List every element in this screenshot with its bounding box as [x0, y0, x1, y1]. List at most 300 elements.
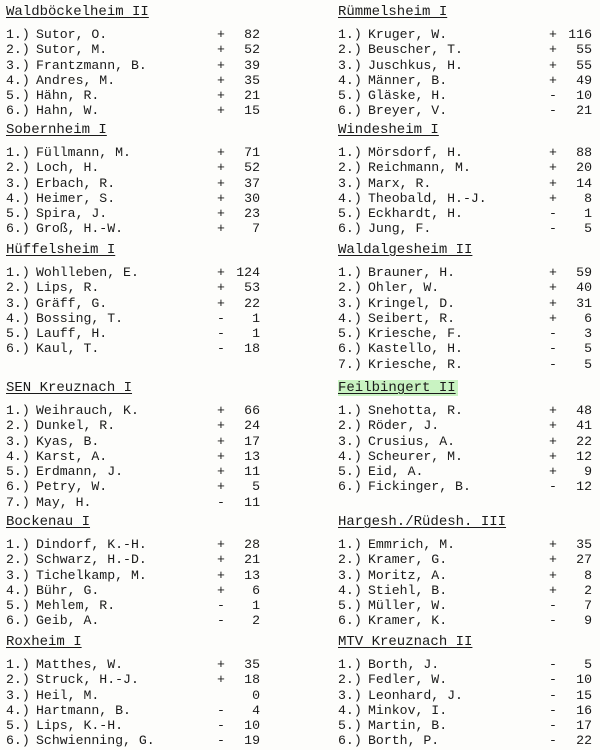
player-name: Ohler, W. [368, 280, 440, 296]
score-sign: + [217, 552, 225, 568]
player-score: 22 [244, 295, 260, 311]
player-row [338, 657, 592, 672]
player-row [6, 657, 260, 672]
player-score: 41 [576, 418, 592, 434]
team-name: MTV Kreuznach II [338, 634, 473, 650]
player-score: 22 [576, 433, 592, 449]
player-rank: 4.) [338, 190, 362, 206]
player-name: Frantzmann, B. [36, 57, 147, 73]
player-row [6, 326, 260, 341]
score-sign: + [549, 265, 557, 280]
team-block-hargesh-ruedesh-iii [338, 512, 592, 629]
player-rank: 5.) [6, 598, 30, 614]
score-sign: + [217, 103, 225, 119]
player-name: Schwarz, H.-D. [36, 552, 147, 568]
team-name: Waldalgesheim II [338, 242, 473, 258]
team-block-sobernheim-i [6, 120, 260, 237]
player-score: 8 [584, 190, 592, 206]
player-rank: 6.) [338, 733, 362, 749]
player-rank: 1.) [338, 403, 362, 418]
player-list [6, 537, 260, 629]
player-list [338, 403, 592, 495]
score-sign: + [549, 567, 557, 583]
player-rank: 4.) [338, 448, 362, 464]
player-row [338, 326, 592, 341]
player-rank: 3.) [338, 567, 362, 583]
player-name: Theobald, H.-J. [368, 190, 487, 206]
player-score: 18 [244, 341, 260, 357]
player-name: Sutor, M. [36, 42, 108, 58]
player-score: 13 [244, 567, 260, 583]
player-name: Groß, H.-W. [36, 221, 124, 237]
player-score: 49 [576, 72, 592, 88]
player-row [6, 103, 260, 118]
player-name: Kastello, H. [368, 341, 463, 357]
score-sign: + [549, 190, 557, 206]
player-row [6, 403, 260, 418]
score-sign: - [549, 672, 557, 688]
player-score: 0 [252, 687, 260, 703]
player-row [338, 449, 592, 464]
player-name: Matthes, W. [36, 657, 124, 672]
player-score: 21 [244, 552, 260, 568]
team-name: Hargesh./Rüdesh. III [338, 514, 507, 530]
player-name: Eid, A. [368, 464, 424, 480]
player-name: Dindorf, K.-H. [36, 537, 147, 552]
player-row [338, 103, 592, 118]
player-row [6, 537, 260, 552]
player-score: 19 [244, 733, 260, 749]
player-rank: 6.) [6, 613, 30, 629]
player-rank: 2.) [338, 280, 362, 296]
score-sign: + [549, 537, 557, 552]
player-row [6, 341, 260, 356]
score-sign: - [549, 613, 557, 629]
score-sign: - [217, 310, 225, 326]
player-name: Hartmann, B. [36, 702, 131, 718]
score-sign: - [549, 733, 557, 749]
player-row [6, 280, 260, 295]
player-score: 5 [584, 356, 592, 372]
player-name: Beuscher, T. [368, 42, 463, 58]
player-rank: 2.) [338, 160, 362, 176]
player-score: 30 [244, 190, 260, 206]
player-name: Bossing, T. [36, 310, 124, 326]
player-rank: 3.) [6, 567, 30, 583]
player-row [6, 88, 260, 103]
player-score: 35 [244, 72, 260, 88]
player-list [6, 403, 260, 510]
player-rank: 6.) [338, 221, 362, 237]
team-block-mtv-kreuznach-ii [338, 632, 592, 749]
score-sign: - [217, 718, 225, 734]
player-rank: 6.) [6, 103, 30, 119]
player-rank: 6.) [338, 103, 362, 119]
score-sign: - [217, 733, 225, 749]
team-name: Hüffelsheim I [6, 242, 116, 258]
player-row [338, 418, 592, 433]
score-sign: + [217, 672, 225, 688]
score-sign: + [217, 145, 225, 160]
player-rank: 5.) [6, 88, 30, 104]
player-row [338, 88, 592, 103]
player-name: Lips, K.-H. [36, 718, 124, 734]
player-rank: 4.) [6, 582, 30, 598]
player-score: 22 [576, 733, 592, 749]
score-sign: - [549, 206, 557, 222]
team-name: Sobernheim I [6, 122, 107, 138]
player-score: 55 [576, 57, 592, 73]
team-name: Rümmelsheim I [338, 4, 448, 20]
player-name: Andres, M. [36, 72, 116, 88]
player-row [6, 58, 260, 73]
player-name: Lauff, H. [36, 326, 108, 342]
player-score: 55 [576, 42, 592, 58]
player-rank: 5.) [6, 206, 30, 222]
score-sign: + [217, 433, 225, 449]
player-name: Moritz, A. [368, 567, 448, 583]
player-rank: 6.) [6, 733, 30, 749]
player-score: 66 [244, 403, 260, 418]
player-row [6, 160, 260, 175]
player-rank: 7.) [6, 494, 30, 510]
player-rank: 7.) [338, 356, 362, 372]
player-rank: 2.) [6, 280, 30, 296]
player-rank: 6.) [6, 479, 30, 495]
team-block-ruemmelsheim-i [338, 2, 592, 119]
player-row [6, 221, 260, 236]
score-sign: + [217, 537, 225, 552]
score-sign: + [217, 88, 225, 104]
player-row [6, 206, 260, 221]
score-sign: + [549, 418, 557, 434]
player-name: Stiehl, B. [368, 582, 448, 598]
player-score: 40 [576, 280, 592, 296]
player-rank: 3.) [338, 295, 362, 311]
score-sign: + [217, 582, 225, 598]
player-list [338, 537, 592, 629]
player-name: Leonhard, J. [368, 687, 463, 703]
player-score: 1 [252, 326, 260, 342]
player-row [6, 176, 260, 191]
player-name: Gläske, H. [368, 88, 448, 104]
player-name: Füllmann, M. [36, 145, 131, 160]
player-score: 28 [244, 537, 260, 552]
score-sign: + [549, 160, 557, 176]
score-sign: - [549, 702, 557, 718]
score-sign: + [217, 265, 225, 280]
player-row [6, 145, 260, 160]
player-name: Erbach, R. [36, 175, 116, 191]
player-rank: 5.) [6, 718, 30, 734]
player-name: Borth, P. [368, 733, 440, 749]
score-sign: + [217, 175, 225, 191]
player-row [338, 403, 592, 418]
player-score: 2 [584, 582, 592, 598]
player-row [338, 280, 592, 295]
player-score: 3 [584, 326, 592, 342]
player-list [338, 657, 592, 749]
score-sign: + [217, 160, 225, 176]
player-name: Petry, W. [36, 479, 108, 495]
player-rank: 5.) [338, 326, 362, 342]
player-rank: 6.) [6, 341, 30, 357]
player-score: 5 [584, 221, 592, 237]
player-score: 59 [576, 265, 592, 280]
player-name: Sutor, O. [36, 27, 108, 42]
player-score: 8 [584, 567, 592, 583]
player-score: 2 [252, 613, 260, 629]
player-score: 18 [244, 672, 260, 688]
player-row [338, 434, 592, 449]
player-rank: 4.) [6, 190, 30, 206]
player-rank: 1.) [338, 537, 362, 552]
team-block-roxheim-i [6, 632, 260, 749]
player-rank: 3.) [338, 687, 362, 703]
player-name: Fickinger, B. [368, 479, 471, 495]
player-score: 9 [584, 613, 592, 629]
team-name: Bockenau I [6, 514, 91, 530]
player-row [6, 495, 260, 510]
player-row [338, 688, 592, 703]
score-sign: + [217, 295, 225, 311]
player-row [6, 464, 260, 479]
score-sign: + [549, 27, 557, 42]
player-score: 116 [568, 27, 592, 42]
player-rank: 4.) [338, 582, 362, 598]
player-list [6, 145, 260, 237]
player-name: Geib, A. [36, 613, 100, 629]
player-rank: 5.) [338, 464, 362, 480]
player-name: Jung, F. [368, 221, 432, 237]
score-sign: + [217, 72, 225, 88]
player-name: Scheurer, M. [368, 448, 463, 464]
player-rank: 6.) [338, 341, 362, 357]
team-block-hueffelsheim-i [6, 240, 260, 357]
player-row [338, 160, 592, 175]
team-block-feilbingert-ii [338, 378, 592, 495]
score-sign: + [217, 464, 225, 480]
player-score: 13 [244, 448, 260, 464]
player-rank: 5.) [338, 718, 362, 734]
player-row [6, 296, 260, 311]
player-name: Breyer, V. [368, 103, 448, 119]
player-rank: 6.) [6, 221, 30, 237]
player-row [338, 221, 592, 236]
team-block-waldalgesheim-ii [338, 240, 592, 372]
player-rank: 2.) [338, 552, 362, 568]
player-row [338, 357, 592, 372]
player-name: Männer, B. [368, 72, 448, 88]
player-score: 1 [252, 310, 260, 326]
player-row [338, 703, 592, 718]
player-rank: 4.) [338, 702, 362, 718]
player-score: 23 [244, 206, 260, 222]
player-score: 27 [576, 552, 592, 568]
player-name: Bühr, G. [36, 582, 100, 598]
score-sign: + [549, 582, 557, 598]
score-sign: + [549, 310, 557, 326]
player-name: Kyas, B. [36, 433, 100, 449]
player-list [6, 265, 260, 357]
score-sign: - [549, 88, 557, 104]
player-name: Emmrich, M. [368, 537, 456, 552]
score-sign: - [217, 613, 225, 629]
player-rank: 2.) [338, 418, 362, 434]
player-row [338, 296, 592, 311]
player-row [338, 537, 592, 552]
team-name: Windesheim I [338, 122, 439, 138]
player-row [6, 418, 260, 433]
player-rank: 1.) [6, 657, 30, 672]
player-name: Hähn, R. [36, 88, 100, 104]
player-score: 4 [252, 702, 260, 718]
player-name: Mehlem, R. [36, 598, 116, 614]
player-rank: 4.) [6, 448, 30, 464]
player-name: Lips, R. [36, 280, 100, 296]
player-score: 71 [244, 145, 260, 160]
player-rank: 1.) [6, 27, 30, 42]
player-row [338, 58, 592, 73]
player-name: Martin, B. [368, 718, 448, 734]
player-rank: 1.) [338, 27, 362, 42]
player-rank: 5.) [6, 464, 30, 480]
player-row [6, 73, 260, 88]
player-score: 10 [576, 88, 592, 104]
score-sign: - [217, 702, 225, 718]
score-sign: + [217, 403, 225, 418]
player-score: 48 [576, 403, 592, 418]
player-score: 31 [576, 295, 592, 311]
player-score: 5 [584, 341, 592, 357]
player-name: Kruger, W. [368, 27, 448, 42]
player-name: Crusius, A. [368, 433, 456, 449]
score-sign: + [549, 464, 557, 480]
player-name: Reichmann, M. [368, 160, 471, 176]
player-rank: 2.) [6, 42, 30, 58]
player-row [6, 672, 260, 687]
player-score: 14 [576, 175, 592, 191]
player-rank: 5.) [338, 206, 362, 222]
player-name: Marx, R. [368, 175, 432, 191]
score-sign: + [549, 403, 557, 418]
player-score: 12 [576, 448, 592, 464]
player-score: 52 [244, 160, 260, 176]
player-row [6, 434, 260, 449]
player-row [338, 42, 592, 57]
team-name: Feilbingert II [338, 380, 456, 396]
player-rank: 2.) [6, 672, 30, 688]
player-rank: 3.) [338, 433, 362, 449]
score-sign: + [217, 657, 225, 672]
player-name: Dunkel, R. [36, 418, 116, 434]
player-score: 52 [244, 42, 260, 58]
score-sign: + [549, 175, 557, 191]
player-score: 11 [244, 494, 260, 510]
player-name: Mörsdorf, H. [368, 145, 463, 160]
player-score: 35 [244, 657, 260, 672]
player-name: Struck, H.-J. [36, 672, 139, 688]
player-row [338, 733, 592, 748]
player-row [338, 568, 592, 583]
player-name: Minkov, I. [368, 702, 448, 718]
player-score: 9 [584, 464, 592, 480]
player-name: Kramer, G. [368, 552, 448, 568]
player-score: 7 [584, 598, 592, 614]
player-rank: 1.) [6, 265, 30, 280]
score-sign: - [217, 494, 225, 510]
player-rank: 3.) [6, 295, 30, 311]
player-rank: 4.) [338, 310, 362, 326]
score-sign: - [217, 341, 225, 357]
player-name: Heil, M. [36, 687, 100, 703]
player-row [6, 265, 260, 280]
team-name: Waldböckelheim II [6, 4, 149, 20]
player-score: 53 [244, 280, 260, 296]
player-row [6, 733, 260, 748]
score-sign: + [217, 206, 225, 222]
score-sign: + [217, 567, 225, 583]
player-list [338, 27, 592, 119]
player-rank: 4.) [338, 72, 362, 88]
score-sign: + [217, 57, 225, 73]
team-block-windesheim-i [338, 120, 592, 237]
player-row [6, 42, 260, 57]
player-score: 15 [576, 687, 592, 703]
player-rank: 5.) [338, 598, 362, 614]
player-list [338, 265, 592, 372]
player-row [6, 552, 260, 567]
score-sign: - [549, 341, 557, 357]
score-sign: + [549, 448, 557, 464]
player-name: Müller, W. [368, 598, 448, 614]
player-name: Seibert, R. [368, 310, 456, 326]
player-row [338, 73, 592, 88]
score-sign: - [549, 479, 557, 495]
player-row [6, 449, 260, 464]
score-sign: + [217, 190, 225, 206]
player-name: Hahn, W. [36, 103, 100, 119]
player-score: 21 [576, 103, 592, 119]
player-rank: 1.) [338, 145, 362, 160]
player-name: Kriesche, F. [368, 326, 463, 342]
score-sign: + [549, 552, 557, 568]
player-list [6, 657, 260, 749]
score-sign: - [549, 718, 557, 734]
player-score: 1 [252, 598, 260, 614]
player-score: 37 [244, 175, 260, 191]
player-rank: 5.) [6, 326, 30, 342]
player-row [6, 27, 260, 42]
player-score: 35 [576, 537, 592, 552]
player-score: 82 [244, 27, 260, 42]
player-score: 16 [576, 702, 592, 718]
team-block-sen-kreuznach-i [6, 378, 260, 510]
score-sign: - [549, 103, 557, 119]
player-score: 10 [576, 672, 592, 688]
player-rank: 5.) [338, 88, 362, 104]
score-sign: + [217, 27, 225, 42]
player-name: Loch, H. [36, 160, 100, 176]
player-row [338, 341, 592, 356]
player-score: 24 [244, 418, 260, 434]
score-sign: + [549, 72, 557, 88]
player-row [6, 718, 260, 733]
score-sign: + [549, 57, 557, 73]
player-row [338, 464, 592, 479]
player-rank: 3.) [6, 57, 30, 73]
player-name: May, H. [36, 494, 92, 510]
